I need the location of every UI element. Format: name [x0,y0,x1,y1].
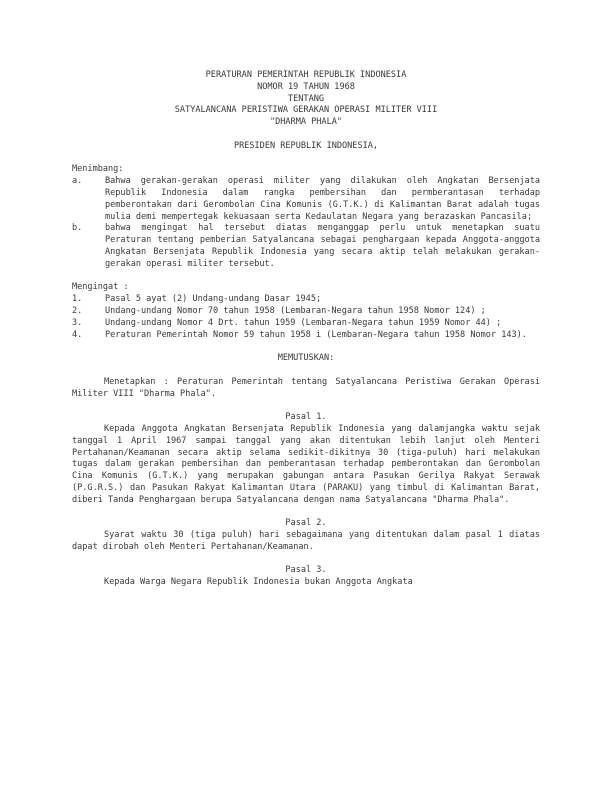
article-1-body: Kepada Anggota Angkatan Bersenjata Republik Indonesia yang dalamjangka waktu sejak tanggal 1 April 1967 sampai tanggal yang akan ditentukan lebih lanjut oleh Menteri Pertahanan/Keamanan secara aktip selama sedikit-dikitnya 30 (tiga-puluh) hari melakukan tugas dalam gerakan pembersihan dan pemberantasan terhadap pemberontakan dan Gerombolan Cina Komunis (G.T.K.) yang merupakan gabungan antara Pasukan Gerilya Rakyat Serawak (P.G.R.S.) dan Pasukan Rakyat Kalimantan Utara (PARAKU) yang timbul di Kalimantan Barat, diberi Tanda Penghargaan berupa Satyalancana dengan nama Satyalancana "Dharma Phala". [72,423,540,505]
considering-item-a [72,176,540,223]
recalling-item-1 [72,294,540,306]
list-text: Undang-undang Nomor 4 Drt. tahun 1959 (Lembaran-Negara tahun 1959 Nomor 44) ; [105,317,502,328]
spacer [72,400,540,412]
article-3-body: Kepada Warga Negara Republik Indonesia bukan Anggota Angkata [104,577,413,588]
recalling-item-2 [72,306,540,318]
document-title-line-5: "DHARMA PHALA" [269,117,343,128]
stipulation-paragraph: Menetapkan : Peraturan Pemerintah tentang Satyalancana Peristiwa Gerakan Operasi Militer VIII "Dharma Phala". [72,376,540,399]
article-2-body: Syarat waktu 30 (tiga puluh) hari sebagaimana yang ditentukan dalam pasal 1 diatas dapat dirobah oleh Menteri Pertahanan/Keamanan. [72,530,540,552]
issuing-authority: PRESIDEN REPUBLIK INDONESIA, [233,140,379,151]
article-2-heading: Pasal 2. [285,518,327,529]
list-text: Undang-undang Nomor 70 tahun 1958 (Lembaran-Negara tahun 1958 Nomor 124) ; [105,305,486,316]
list-marker: 1. [72,294,83,305]
recalling-item-4 [72,330,540,342]
list-text: Peraturan Pemerintah Nomor 59 tahun 1958 i (Lembaran-Negara tahun 1958 Nomor 143). [105,329,527,340]
spacer [72,554,540,566]
list-marker: 3. [72,317,83,328]
list-marker: a. [72,176,83,187]
article-1-heading: Pasal 1. [285,412,327,423]
document-title-line-1: PERATURAN PEMERINTAH REPUBLIK INDONESIA [205,70,407,80]
list-marker: b. [72,223,83,234]
list-text: Pasal 5 ayat (2) Undang-undang Dasar 1945; [105,294,322,305]
spacer [72,506,540,518]
spacer [72,365,540,377]
document-title-line-2: NOMOR 19 TAHUN 1968 [257,81,355,92]
list-text: Bahwa gerakan-gerakan operasi militer yang dilakukan oleh Angkatan Bersenjata Republik Indonesia dalam rangka pembersihan dan permberantasan terhadap pemberontakan dari Gerombolan Cina Komunis (G.T.K.) di Kalimantan Barat adalah tugas mulia demi mempertegak kekuasaan serta Kedaulatan Negara yang berazaskan Pancasila; [105,176,540,222]
considering-item-b [72,223,540,270]
recalling-label: Mengingat : [72,282,129,293]
document-body [72,70,540,589]
article-3-heading: Pasal 3. [285,565,327,576]
spacer [72,129,540,141]
decision-heading: MEMUTUSKAN: [277,353,335,364]
spacer [72,341,540,353]
list-text: bahwa mengingat hal tersebut diatas menganggap perlu untuk menetapkan suatu Peraturan tentang pemberian Satyalancana sebagai penghargaan kepada Anggota-anggota Angkatan Bersenjata Republik Indonesia yang secara aktip telah melakukan gerakan-gerakan operasi militer tersebut. [105,223,540,269]
spacer [72,271,540,283]
considering-label: Menimbang: [72,164,124,175]
list-marker: 4. [72,329,83,340]
list-marker: 2. [72,305,83,316]
document-title-line-3: TENTANG [287,93,325,104]
recalling-item-3 [72,318,540,330]
document-title-line-4: SATYALANCANA PERISTIWA GERAKAN OPERASI MILITER VIII [174,105,438,116]
spacer [72,153,540,165]
